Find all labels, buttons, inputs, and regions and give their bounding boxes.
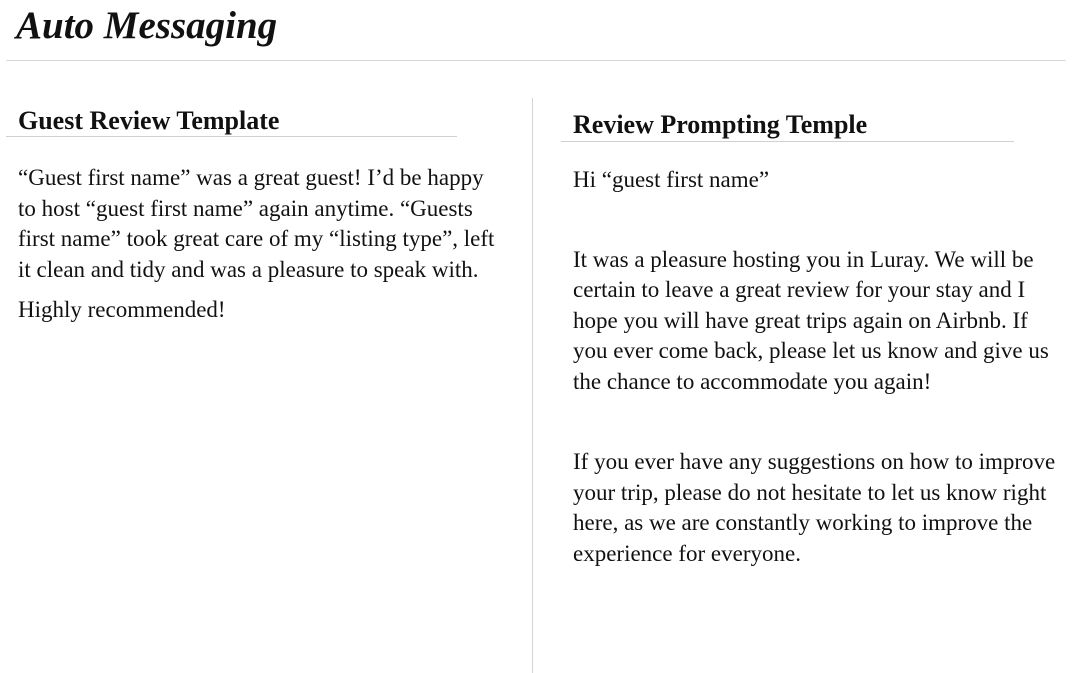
guest-review-heading-rule (6, 136, 457, 137)
guest-review-paragraph: Highly recommended! (18, 297, 226, 322)
guest-review-paragraph: “Guest first name” was a great guest! I’d be happy to host “guest first name” again anytime. “Guests first name” took great care of my “listing type”, left it clean and tidy and was a pleasure to speak with. (18, 165, 495, 282)
guest-review-template-section (18, 104, 498, 326)
review-prompting-template-section (573, 108, 1063, 569)
review-prompting-paragraph: If you ever have any suggestions on how to improve your trip, please do not hesitate to let us know right here, as we are constantly working to improve the experience for everyone. (573, 449, 1056, 566)
review-prompting-heading: Review Prompting Temple (573, 110, 868, 139)
column-divider (532, 98, 533, 673)
page-title: Auto Messaging (16, 4, 278, 47)
review-prompting-paragraph: Hi “guest first name” (573, 167, 770, 192)
title-divider (6, 60, 1066, 61)
review-prompting-paragraph: It was a pleasure hosting you in Luray. We will be certain to leave a great review for your stay and I hope you will have great trips again on Airbnb. If you ever come back, please let us know and give us the chance to accommodate you again! (573, 246, 1049, 394)
guest-review-heading: Guest Review Template (18, 106, 280, 135)
review-prompting-heading-rule (561, 141, 1014, 142)
